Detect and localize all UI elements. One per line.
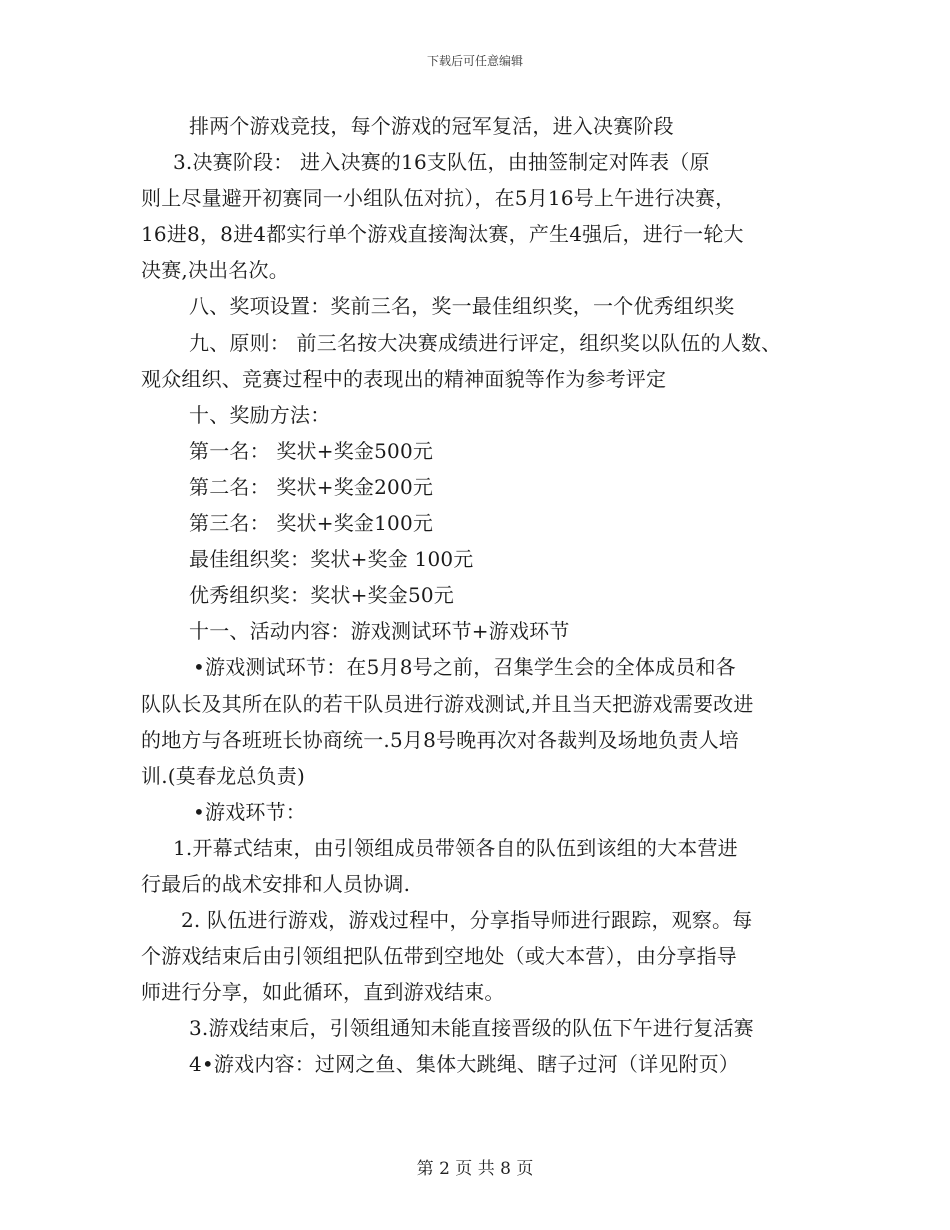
text-line: 4•游戏内容：过网之鱼、集体大跳绳、瞎子过河（详见附页） — [189, 1052, 740, 1077]
text-line: 第二名： 奖状+奖金200元 — [189, 474, 434, 499]
document-body — [141, 108, 821, 1083]
text-line: 第一名： 奖状+奖金500元 — [189, 438, 434, 463]
text-line: 3.游戏结束后，引领组通知未能直接晋级的队伍下午进行复活赛 — [189, 1016, 754, 1041]
text-line: 则上尽量避开初赛同一小组队伍对抗），在5月16号上午进行决赛， — [141, 186, 736, 211]
text-line: 队队长及其所在队的若干队员进行游戏测试,并且当天把游戏需要改进 — [141, 691, 754, 716]
text-line: •游戏环节： — [193, 799, 306, 824]
text-line: 个游戏结束后由引领组把队伍带到空地处（或大本营），由分享指导 — [141, 944, 737, 969]
text-line: 的地方与各班班长协商统一.5月8号晚再次对各裁判及场地负责人培 — [141, 727, 740, 752]
text-line: 2. 队伍进行游戏，游戏过程中，分享指导师进行跟踪，观察。每 — [181, 908, 753, 933]
text-line: 3.决赛阶段： 进入决赛的16支队伍，由抽签制定对阵表（原 — [173, 150, 710, 175]
text-line: •游戏测试环节：在5月8号之前，召集学生会的全体成员和各 — [193, 655, 736, 680]
text-line: 十、奖励方法： — [189, 402, 331, 427]
text-line: 决赛,决出名次。 — [141, 258, 289, 283]
text-line: 第三名： 奖状+奖金100元 — [189, 511, 434, 536]
text-line: 优秀组织奖：奖状+奖金50元 — [189, 583, 455, 608]
page-footer: 第 2 页 共 8 页 — [416, 1159, 534, 1179]
text-line: 九、原则： 前三名按大决赛成绩进行评定，组织奖以队伍的人数、 — [189, 330, 782, 355]
text-line: 十一、活动内容：游戏测试环节+游戏环节 — [189, 619, 570, 644]
text-line: 八、奖项设置：奖前三名，奖一最佳组织奖，一个优秀组织奖 — [189, 294, 735, 319]
text-line: 训.(莫春龙总负责) — [141, 763, 305, 788]
text-line: 排两个游戏竞技，每个游戏的冠军复活，进入决赛阶段 — [189, 114, 674, 138]
text-line: 16进8，8进4都实行单个游戏直接淘汰赛，产生4强后，进行一轮大 — [141, 222, 744, 247]
page-header: 下载后可任意编辑 — [426, 54, 523, 68]
text-line: 1.开幕式结束，由引领组成员带领各自的队伍到该组的大本营进 — [173, 835, 738, 860]
text-line: 观众组织、竞赛过程中的表现出的精神面貌等作为参考评定 — [141, 366, 667, 391]
text-line: 最佳组织奖：奖状+奖金 100元 — [189, 547, 474, 572]
text-line: 行最后的战术安排和人员协调. — [141, 871, 411, 896]
text-line: 师进行分享，如此循环，直到游戏结束。 — [141, 980, 505, 1005]
